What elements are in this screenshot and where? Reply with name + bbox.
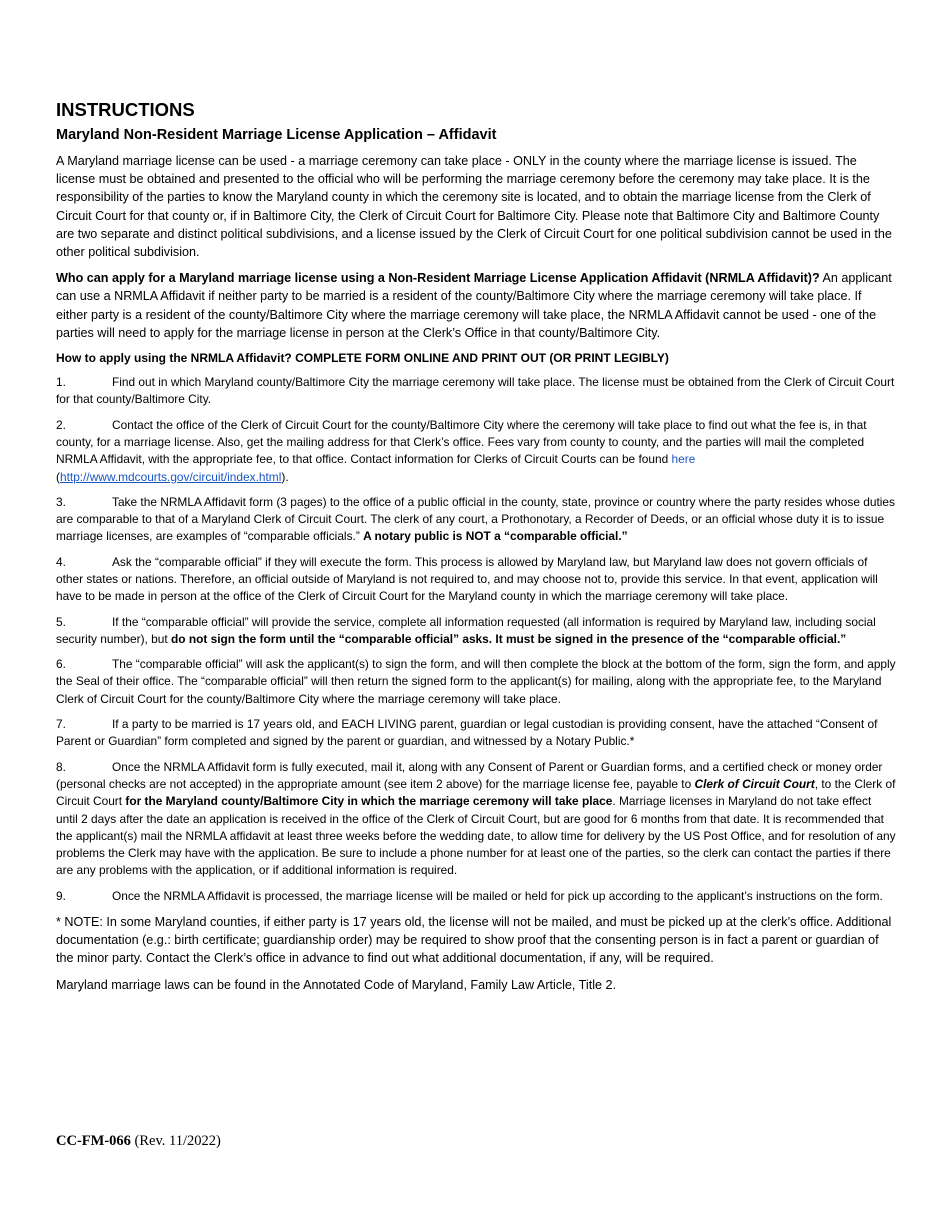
item-text: The “comparable official” will ask the applicant(s) to sign the form, and will then complete the block at the bottom of the form, sign the form, and apply the Seal of their office. The “comparable official” will then return the signed form to the applicant(s) for mailing, along with the appropriate fee, to the Maryland Clerk of Circuit Court for the county/Baltimore City where the marriage ceremony will take place.	[56, 657, 896, 706]
item-bold-text: for the Maryland county/Baltimore City in which the marriage ceremony will take place	[125, 794, 613, 809]
payee-name: Clerk of Circuit Court	[694, 776, 815, 791]
item-text: Once the NRMLA Affidavit form is fully executed, mail it, along with any Consent of Parent or Guardian forms, and a certified check or money order (personal checks are not accepted) in the appropriate amount (see item 2 above) for the marriage license fee, payable to	[56, 759, 883, 791]
form-footer	[56, 1132, 221, 1150]
list-item-7	[56, 716, 896, 751]
item-bold-text: A notary public is NOT a “comparable official.”	[363, 529, 628, 544]
item-number: 6.	[56, 657, 66, 672]
who-can-apply-paragraph	[56, 269, 896, 342]
instructions-page	[56, 98, 896, 1002]
who-can-apply-answer: An applicant can use a NRMLA Affidavit if neither party to be married is a resident of the county/Baltimore City where the marriage ceremony will take place. If either party is a resident of the county/Baltimore City where the marriage ceremony will take place, the NRMLA Affidavit cannot be used - one of the parties will need to apply for the marriage license in person at the Clerk’s Office in that county/Baltimore City.	[56, 271, 892, 340]
form-revision: (Rev. 11/2022)	[130, 1133, 221, 1149]
item-number: 3.	[56, 494, 66, 509]
item-text: If the “comparable official” will provide the service, complete all information requested (all information is required by Maryland law, including social security number), but	[56, 614, 876, 646]
how-to-apply-heading: How to apply using the NRMLA Affidavit? COMPLETE FORM ONLINE AND PRINT OUT (OR PRINT LEGIBLY)	[56, 351, 669, 366]
list-item-2	[56, 417, 896, 486]
item-text: . Marriage licenses in Maryland do not take effect until 2 days after the date an application is received in the office of the Clerk of Circuit Court, but are good for 6 months from that date. It is recommended that the applicant(s) mail the NRMLA affidavit at least three weeks before the wedding date, to allow time for delivery by the US Post Office, and for resolution of any problems the Clerk may have with the application. Be sure to include a phone number for at least one of the parties, so the clerk can contact the parties if there are any problems with the application, or if additional information is required.	[56, 794, 896, 878]
item-bold-text: do not sign the form until the “comparable official” asks. It must be signed in the presence of the “comparable official.”	[171, 631, 847, 646]
item-number: 5.	[56, 614, 66, 629]
list-item-8	[56, 759, 896, 880]
intro-paragraph: A Maryland marriage license can be used - a marriage ceremony can take place - ONLY in the county where the marriage license is issued. The license must be obtained and presented to the official who will be performing the marriage ceremony before the ceremony may take place. It is the responsibility of the parties to know the Maryland county in which the ceremony site is located, and to obtain the marriage license from the Clerk of Circuit Court for that county or, if in Baltimore City, the Clerk of Circuit Court for Baltimore City. Please note that Baltimore City and Baltimore County are two separate and distinct political subdivisions, and a license issued by the Clerk of Circuit Court for one political subdivision cannot be used in the other political subdivision.	[56, 154, 892, 260]
item-number: 7.	[56, 717, 66, 732]
item-text: Contact the office of the Clerk of Circuit Court for the county/Baltimore City where the ceremony will take place to find out what the fee is, in that county, for a marriage license. Also, get the mailing address for that Clerk’s office. Fees vary from county to county, and the parties will mail the completed NRMLA Affidavit, with the appropriate fee, to that office. Contact information for Clerks of Circuit Courts can be found	[56, 417, 867, 467]
page-title: INSTRUCTIONS	[56, 99, 195, 120]
list-item-9	[56, 888, 896, 905]
url-paren-close: ).	[281, 469, 289, 484]
list-item-4	[56, 554, 896, 606]
item-number: 9.	[56, 888, 66, 903]
item-text: , to the Clerk of Circuit Court	[56, 776, 896, 809]
list-item-6	[56, 656, 896, 708]
mdcourts-url-link[interactable]: http://www.mdcourts.gov/circuit/index.html	[59, 469, 282, 484]
item-number: 8.	[56, 759, 66, 774]
item-number: 4.	[56, 554, 66, 569]
list-item-5	[56, 614, 896, 649]
item-number: 1.	[56, 375, 66, 390]
page-subtitle: Maryland Non-Resident Marriage License Application – Affidavit	[56, 127, 497, 143]
form-id: CC-FM-066	[56, 1133, 131, 1149]
item-text: Take the NRMLA Affidavit form (3 pages) to the office of a public official in the county, state, province or country where the party resides whose duties are comparable to that of a Maryland Clerk of Circuit Court. The clerk of any court, a Prothonotary, a Recorder of Deeds, or an official whose duty it is to issue marriage licenses, are examples of “comparable officials.”	[56, 494, 895, 544]
item-text: If a party to be married is 17 years old, and EACH LIVING parent, guardian or legal custodian is providing consent, have the attached “Consent of Parent or Guardian” form completed and signed by the parent or guardian, and witnessed by a Notary Public.*	[56, 717, 878, 749]
item-text: Ask the “comparable official” if they will execute the form. This process is allowed by Maryland law, but Maryland law does not govern officials of other states or nations. Therefore, an official outside of Maryland is not required to, and may choose not to, provide this service. In that event, application will have to be made in person at the office of the Clerk of Circuit Court for the Maryland county in which the marriage ceremony will take place.	[56, 554, 878, 604]
item-number: 2.	[56, 417, 66, 432]
here-link[interactable]: here	[671, 452, 696, 467]
url-paren-open: (	[56, 469, 60, 484]
who-can-apply-question: Who can apply for a Maryland marriage license using a Non-Resident Marriage License Application Affidavit (NRMLA Affidavit)?	[56, 271, 820, 286]
list-item-1	[56, 374, 896, 409]
item-text: Find out in which Maryland county/Baltimore City the marriage ceremony will take place. The license must be obtained from the Clerk of Circuit Court for that county/Baltimore City.	[56, 375, 895, 407]
laws-paragraph: Maryland marriage laws can be found in the Annotated Code of Maryland, Family Law Article, Title 2.	[56, 977, 617, 992]
note-paragraph: * NOTE: In some Maryland counties, if either party is 17 years old, the license will not be mailed, and must be picked up at the clerk’s office. Additional documentation (e.g.: birth certificate; guardianship order) may be required to show proof that the consenting person is in fact a parent or guardian of the minor party. Contact the Clerk’s office in advance to find out what additional documentation, if any, will be required.	[56, 915, 892, 966]
list-item-3	[56, 494, 896, 546]
item-text: Once the NRMLA Affidavit is processed, the marriage license will be mailed or held for pick up according to the applicant’s instructions on the form.	[112, 888, 883, 903]
